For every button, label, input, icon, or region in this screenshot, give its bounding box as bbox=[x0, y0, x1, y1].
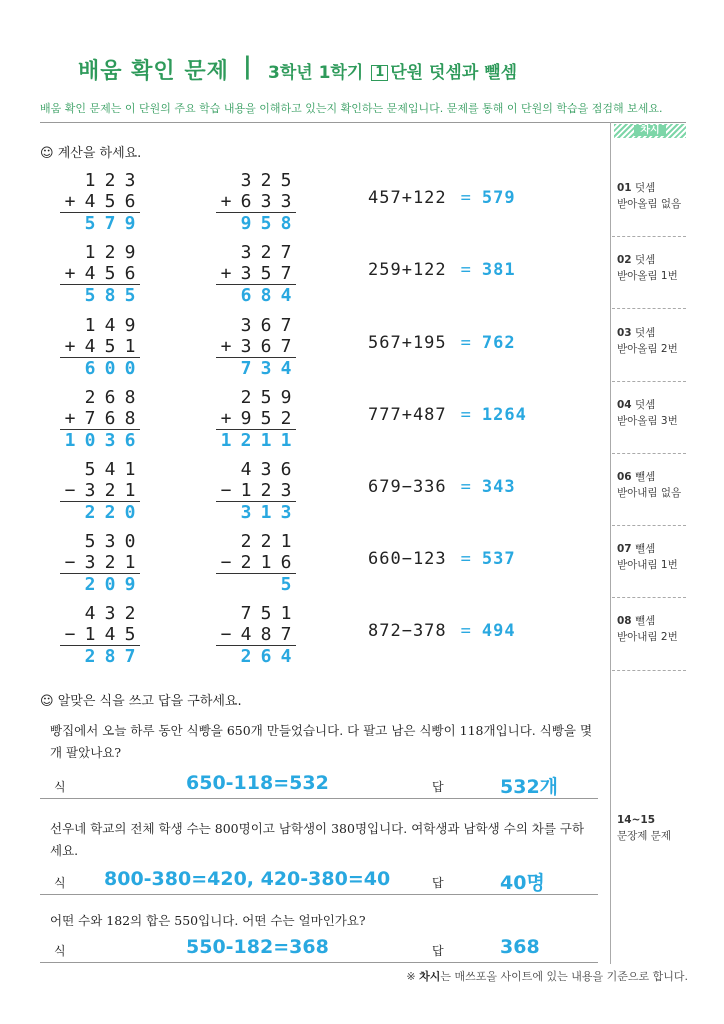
operand-top: 1 2 9 bbox=[84, 242, 136, 263]
answer-value: 1264 bbox=[481, 405, 527, 425]
horizontal-problem bbox=[368, 477, 516, 497]
vertical-problem-left bbox=[60, 459, 140, 523]
horizontal-problem bbox=[368, 405, 527, 425]
unit-number-box: 1 bbox=[371, 65, 388, 81]
operand-top: 2 6 8 bbox=[84, 387, 136, 408]
equals-sign: = bbox=[460, 549, 472, 569]
expression: 660−123 bbox=[368, 549, 447, 569]
dap-label: 답 bbox=[432, 780, 444, 794]
operand-bottom: − 1 2 3 bbox=[220, 480, 292, 501]
equals-sign: = bbox=[460, 405, 472, 425]
sidebar-item-sub: 받아내림 1번 bbox=[617, 559, 678, 571]
sidebar-item-title: 뺄셈 bbox=[631, 471, 656, 483]
answer-value: 2 8 7 bbox=[60, 645, 140, 667]
equals-sign: = bbox=[460, 477, 472, 497]
operand-top: 5 3 0 bbox=[84, 531, 136, 552]
answer-value: 9 5 8 bbox=[216, 212, 296, 234]
expression: 567+195 bbox=[368, 333, 447, 353]
problem-2-text: 선우네 학교의 전체 학생 수는 800명이고 남학생이 380명입니다. 여학생과 남학생 수의 차를 구하세요. bbox=[50, 821, 585, 858]
equals-sign: = bbox=[460, 260, 472, 280]
sidebar-divider-line bbox=[612, 381, 686, 382]
dap-value: 40명 bbox=[500, 872, 545, 894]
intro-text: 배움 확인 문제는 이 단원의 주요 학습 내용을 이해하고 있는지 확인하는 문제입니다. 문제를 통해 이 단원의 학습을 점검해 보세요. bbox=[40, 102, 663, 115]
operand-bottom: − 4 8 7 bbox=[220, 624, 292, 645]
vertical-problem-left bbox=[60, 531, 140, 595]
sidebar-divider-line bbox=[612, 236, 686, 237]
answer-value: 494 bbox=[481, 621, 516, 641]
answer-value: 2 0 9 bbox=[60, 573, 140, 595]
sidebar-item bbox=[617, 541, 678, 573]
sik-label: 식 bbox=[54, 780, 66, 794]
operand-bottom: + 6 3 3 bbox=[220, 191, 292, 212]
sidebar-item-title: 뺄셈 bbox=[631, 543, 656, 555]
horizontal-problem bbox=[368, 260, 516, 280]
problem-1-text: 빵집에서 오늘 하루 동안 식빵을 650개 만들었습니다. 다 팔고 남은 식빵이 118개입니다. 식빵을 몇 개 팔았나요? bbox=[50, 723, 593, 760]
sidebar-item bbox=[617, 180, 681, 212]
operand-top: 2 2 1 bbox=[240, 531, 292, 552]
sidebar-item-number: 01 bbox=[617, 182, 632, 194]
answer-value: 7 3 4 bbox=[216, 357, 296, 379]
dap-value: 532개 bbox=[500, 776, 559, 798]
expression: 872−378 bbox=[368, 621, 447, 641]
sidebar-item-sub: 받아내림 없음 bbox=[617, 487, 682, 499]
operand-bottom: − 3 2 1 bbox=[64, 552, 136, 573]
answer-value: 2 6 4 bbox=[216, 645, 296, 667]
page-title: 배움 확인 문제 bbox=[78, 59, 229, 84]
vertical-problem-mid bbox=[216, 459, 296, 523]
section-calc-title bbox=[40, 142, 141, 161]
sidebar-item-title: 덧셈 bbox=[631, 254, 656, 266]
sidebar-item-title: 덧셈 bbox=[631, 399, 656, 411]
operand-bottom: + 4 5 6 bbox=[64, 191, 136, 212]
sik-label: 식 bbox=[54, 944, 66, 958]
answer-value: 5 bbox=[216, 573, 296, 595]
vertical-problem-left bbox=[60, 242, 140, 306]
dap-label: 답 bbox=[432, 944, 444, 958]
vertical-problem-mid bbox=[216, 603, 296, 667]
equals-sign: = bbox=[460, 621, 472, 641]
smiley-icon: ☺ bbox=[40, 694, 54, 709]
answer-value: 1 2 1 1 bbox=[216, 429, 296, 451]
operand-top: 7 5 1 bbox=[240, 603, 292, 624]
vertical-problem-mid bbox=[216, 170, 296, 234]
sidebar-item-sub: 받아올림 없음 bbox=[617, 198, 682, 210]
sidebar-item-number: 04 bbox=[617, 399, 632, 411]
sidebar-item bbox=[617, 613, 678, 645]
equals-sign: = bbox=[460, 333, 472, 353]
dap-label: 답 bbox=[432, 876, 444, 890]
problem-3-text: 어떤 수와 182의 합은 550입니다. 어떤 수는 얼마인가요? bbox=[50, 913, 366, 928]
answer-value: 6 0 0 bbox=[60, 357, 140, 379]
answer-value: 579 bbox=[481, 188, 516, 208]
problem-2-answer-row bbox=[40, 868, 598, 895]
subtitle-unit: 단원 덧셈과 뺄셈 bbox=[390, 63, 518, 83]
operand-bottom: + 4 5 1 bbox=[64, 336, 136, 357]
sidebar-label: 차시 bbox=[614, 124, 686, 138]
answer-value: 2 2 0 bbox=[60, 501, 140, 523]
sidebar-item bbox=[617, 252, 678, 284]
answer-value: 1 0 3 6 bbox=[60, 429, 140, 451]
horizontal-problem bbox=[368, 549, 516, 569]
operand-top: 3 6 7 bbox=[240, 315, 292, 336]
operand-top: 1 4 9 bbox=[84, 315, 136, 336]
operand-bottom: + 7 6 8 bbox=[64, 408, 136, 429]
section-word-label: 알맞은 식을 쓰고 답을 구하세요. bbox=[57, 694, 242, 709]
sik-formula: 650-118=532 bbox=[186, 772, 329, 794]
footer-note: ※ 차시는 매쓰포올 사이트에 있는 내용을 기준으로 합니다. bbox=[406, 970, 688, 983]
operand-bottom: + 3 5 7 bbox=[220, 263, 292, 284]
expression: 777+487 bbox=[368, 405, 447, 425]
header-divider bbox=[40, 122, 686, 123]
operand-top: 3 2 7 bbox=[240, 242, 292, 263]
title-separator: | bbox=[243, 52, 252, 80]
vertical-problem-left bbox=[60, 603, 140, 667]
expression: 457+122 bbox=[368, 188, 447, 208]
answer-value: 5 8 5 bbox=[60, 284, 140, 306]
vertical-problem-mid bbox=[216, 387, 296, 451]
answer-value: 343 bbox=[481, 477, 516, 497]
smiley-icon: ☺ bbox=[40, 146, 54, 161]
operand-bottom: − 3 2 1 bbox=[64, 480, 136, 501]
sidebar-divider-line bbox=[612, 670, 686, 671]
operand-top: 3 2 5 bbox=[240, 170, 292, 191]
page-subtitle bbox=[268, 58, 517, 83]
section-calc-label: 계산을 하세요. bbox=[57, 146, 142, 161]
subtitle-grade: 3학년 1학기 bbox=[268, 63, 364, 83]
expression: 679−336 bbox=[368, 477, 447, 497]
sidebar-item-number: 08 bbox=[617, 615, 632, 627]
horizontal-problem bbox=[368, 621, 516, 641]
expression: 259+122 bbox=[368, 260, 447, 280]
operand-bottom: + 4 5 6 bbox=[64, 263, 136, 284]
sidebar-item-number: 03 bbox=[617, 327, 632, 339]
operand-bottom: − 1 4 5 bbox=[64, 624, 136, 645]
sik-label: 식 bbox=[54, 876, 66, 890]
vertical-problem-mid bbox=[216, 531, 296, 595]
answer-value: 3 1 3 bbox=[216, 501, 296, 523]
sidebar-item-title: 덧셈 bbox=[631, 327, 656, 339]
section-word-title bbox=[40, 690, 242, 709]
problem-1-answer-row bbox=[40, 772, 598, 799]
sidebar-item bbox=[617, 469, 681, 501]
answer-value: 381 bbox=[481, 260, 516, 280]
vertical-problem-mid bbox=[216, 242, 296, 306]
sidebar-divider bbox=[610, 122, 611, 964]
problem-3-answer-row bbox=[40, 936, 598, 963]
sidebar-item-sub: 받아내림 2번 bbox=[617, 631, 678, 643]
sidebar-item-number: 02 bbox=[617, 254, 632, 266]
sidebar-item-sub: 문장제 문제 bbox=[617, 830, 672, 842]
answer-value: 6 8 4 bbox=[216, 284, 296, 306]
sidebar-item bbox=[617, 397, 678, 429]
operand-top: 4 3 6 bbox=[240, 459, 292, 480]
sidebar-divider-line bbox=[612, 525, 686, 526]
horizontal-problem bbox=[368, 188, 516, 208]
sidebar-item bbox=[617, 325, 678, 357]
operand-top: 2 5 9 bbox=[240, 387, 292, 408]
sidebar-divider-line bbox=[612, 308, 686, 309]
sidebar-divider-line bbox=[612, 597, 686, 598]
answer-value: 537 bbox=[481, 549, 516, 569]
dap-value: 368 bbox=[500, 936, 540, 958]
sidebar-item-sub: 받아올림 3번 bbox=[617, 415, 678, 427]
sik-formula: 800-380=420, 420-380=40 bbox=[104, 868, 391, 890]
operand-top: 1 2 3 bbox=[84, 170, 136, 191]
sidebar-item-number: 14~15 bbox=[617, 814, 656, 826]
sidebar-divider-line bbox=[612, 453, 686, 454]
sidebar-item bbox=[617, 812, 671, 844]
operand-top: 5 4 1 bbox=[84, 459, 136, 480]
sidebar-item-number: 06 bbox=[617, 471, 632, 483]
equals-sign: = bbox=[460, 188, 472, 208]
sidebar-item-sub: 받아올림 2번 bbox=[617, 343, 678, 355]
vertical-problem-left bbox=[60, 170, 140, 234]
operand-bottom: + 3 6 7 bbox=[220, 336, 292, 357]
answer-value: 5 7 9 bbox=[60, 212, 140, 234]
sidebar-item-title: 덧셈 bbox=[631, 182, 656, 194]
operand-bottom: + 9 5 2 bbox=[220, 408, 292, 429]
sik-formula: 550-182=368 bbox=[186, 936, 329, 958]
sidebar-item-title: 뺄셈 bbox=[631, 615, 656, 627]
sidebar-item-number: 07 bbox=[617, 543, 632, 555]
answer-value: 762 bbox=[481, 333, 516, 353]
vertical-problem-mid bbox=[216, 315, 296, 379]
vertical-problem-left bbox=[60, 387, 140, 451]
operand-top: 4 3 2 bbox=[84, 603, 136, 624]
sidebar-item-sub: 받아올림 1번 bbox=[617, 270, 678, 282]
operand-bottom: − 2 1 6 bbox=[220, 552, 292, 573]
horizontal-problem bbox=[368, 333, 516, 353]
vertical-problem-left bbox=[60, 315, 140, 379]
